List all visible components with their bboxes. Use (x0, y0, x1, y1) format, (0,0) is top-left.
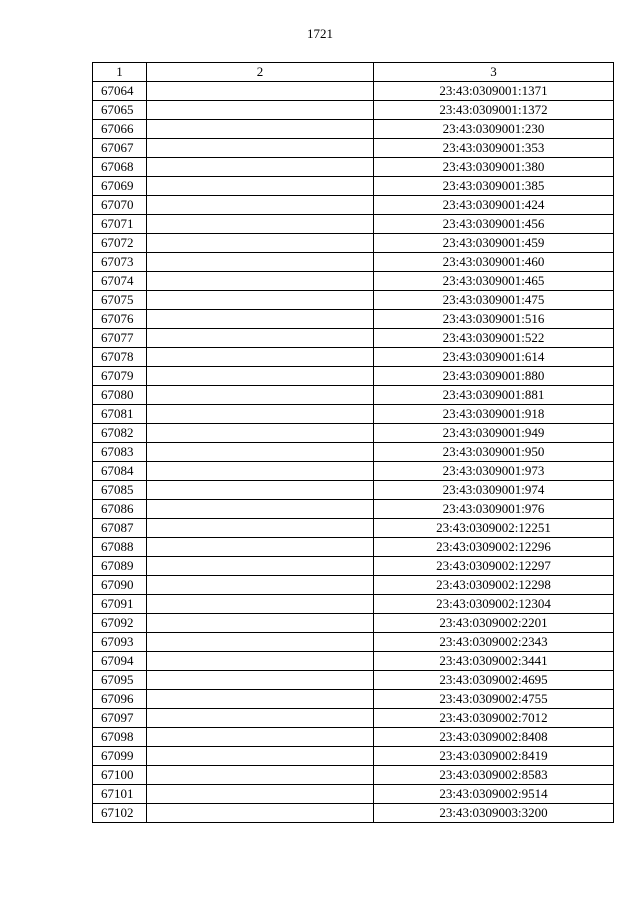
table-row (93, 329, 614, 348)
cadastral-number-cell: 23:43:0309001:424 (374, 196, 614, 215)
table-row (93, 348, 614, 367)
row-empty-cell (147, 576, 374, 595)
row-empty-cell (147, 519, 374, 538)
row-number-cell: 67065 (93, 101, 147, 120)
table-row (93, 177, 614, 196)
cadastral-number-cell: 23:43:0309003:3200 (374, 804, 614, 823)
table-row (93, 215, 614, 234)
row-number-cell: 67090 (93, 576, 147, 595)
cadastral-number-cell: 23:43:0309001:353 (374, 139, 614, 158)
row-number-cell: 67064 (93, 82, 147, 101)
table-row (93, 690, 614, 709)
cadastral-number-cell: 23:43:0309002:12298 (374, 576, 614, 595)
row-empty-cell (147, 272, 374, 291)
row-empty-cell (147, 291, 374, 310)
cadastral-number-cell: 23:43:0309002:12304 (374, 595, 614, 614)
cadastral-number-cell: 23:43:0309002:3441 (374, 652, 614, 671)
row-number-cell: 67080 (93, 386, 147, 405)
cadastral-number-cell: 23:43:0309001:380 (374, 158, 614, 177)
row-number-cell: 67070 (93, 196, 147, 215)
table-row (93, 101, 614, 120)
table-row (93, 538, 614, 557)
row-empty-cell (147, 405, 374, 424)
cadastral-number-cell: 23:43:0309001:973 (374, 462, 614, 481)
row-number-cell: 67097 (93, 709, 147, 728)
table-row (93, 196, 614, 215)
row-number-cell: 67086 (93, 500, 147, 519)
cadastral-number-cell: 23:43:0309001:918 (374, 405, 614, 424)
cadastral-number-cell: 23:43:0309001:230 (374, 120, 614, 139)
table-body (93, 82, 614, 823)
cadastral-number-cell: 23:43:0309002:8583 (374, 766, 614, 785)
cadastral-number-cell: 23:43:0309001:880 (374, 367, 614, 386)
row-empty-cell (147, 196, 374, 215)
row-number-cell: 67068 (93, 158, 147, 177)
row-empty-cell (147, 234, 374, 253)
row-number-cell: 67081 (93, 405, 147, 424)
row-number-cell: 67074 (93, 272, 147, 291)
row-empty-cell (147, 386, 374, 405)
cadastral-number-cell: 23:43:0309001:976 (374, 500, 614, 519)
table-row (93, 747, 614, 766)
row-number-cell: 67079 (93, 367, 147, 386)
registry-table (92, 62, 614, 823)
row-empty-cell (147, 481, 374, 500)
row-number-cell: 67066 (93, 120, 147, 139)
row-number-cell: 67077 (93, 329, 147, 348)
cadastral-number-cell: 23:43:0309002:4755 (374, 690, 614, 709)
table-row (93, 709, 614, 728)
cadastral-number-cell: 23:43:0309002:8408 (374, 728, 614, 747)
row-empty-cell (147, 177, 374, 196)
table-row (93, 424, 614, 443)
row-empty-cell (147, 709, 374, 728)
row-number-cell: 67075 (93, 291, 147, 310)
row-empty-cell (147, 101, 374, 120)
row-empty-cell (147, 329, 374, 348)
table-row (93, 519, 614, 538)
cadastral-number-cell: 23:43:0309002:12296 (374, 538, 614, 557)
table-row (93, 728, 614, 747)
cadastral-number-cell: 23:43:0309001:949 (374, 424, 614, 443)
table-row (93, 120, 614, 139)
table-row (93, 291, 614, 310)
row-empty-cell (147, 671, 374, 690)
row-empty-cell (147, 443, 374, 462)
table-row (93, 462, 614, 481)
row-empty-cell (147, 595, 374, 614)
row-number-cell: 67088 (93, 538, 147, 557)
table-row (93, 310, 614, 329)
column-header-2: 2 (147, 63, 374, 82)
row-number-cell: 67092 (93, 614, 147, 633)
table-row (93, 158, 614, 177)
row-number-cell: 67071 (93, 215, 147, 234)
header-row (93, 63, 614, 82)
table-row (93, 253, 614, 272)
cadastral-number-cell: 23:43:0309001:456 (374, 215, 614, 234)
row-number-cell: 67078 (93, 348, 147, 367)
row-number-cell: 67073 (93, 253, 147, 272)
cadastral-number-cell: 23:43:0309002:9514 (374, 785, 614, 804)
table-row (93, 82, 614, 101)
row-number-cell: 67096 (93, 690, 147, 709)
cadastral-number-cell: 23:43:0309001:516 (374, 310, 614, 329)
column-header-3: 3 (374, 63, 614, 82)
row-empty-cell (147, 614, 374, 633)
row-empty-cell (147, 215, 374, 234)
page-number: 1721 (307, 26, 333, 41)
table-row (93, 139, 614, 158)
table-row (93, 633, 614, 652)
row-number-cell: 67091 (93, 595, 147, 614)
cadastral-number-cell: 23:43:0309002:2343 (374, 633, 614, 652)
row-number-cell: 67082 (93, 424, 147, 443)
table-row (93, 443, 614, 462)
table-row (93, 652, 614, 671)
row-number-cell: 67067 (93, 139, 147, 158)
cadastral-number-cell: 23:43:0309001:385 (374, 177, 614, 196)
row-empty-cell (147, 747, 374, 766)
row-empty-cell (147, 139, 374, 158)
row-empty-cell (147, 462, 374, 481)
row-number-cell: 67093 (93, 633, 147, 652)
cadastral-number-cell: 23:43:0309001:465 (374, 272, 614, 291)
column-header-1: 1 (93, 63, 147, 82)
table-row (93, 405, 614, 424)
table-row (93, 234, 614, 253)
table-row (93, 785, 614, 804)
row-empty-cell (147, 652, 374, 671)
row-empty-cell (147, 804, 374, 823)
table-row (93, 766, 614, 785)
row-number-cell: 67101 (93, 785, 147, 804)
row-number-cell: 67100 (93, 766, 147, 785)
cadastral-number-cell: 23:43:0309001:475 (374, 291, 614, 310)
cadastral-number-cell: 23:43:0309002:12297 (374, 557, 614, 576)
row-number-cell: 67069 (93, 177, 147, 196)
row-number-cell: 67076 (93, 310, 147, 329)
cadastral-number-cell: 23:43:0309001:460 (374, 253, 614, 272)
row-number-cell: 67089 (93, 557, 147, 576)
table-row (93, 614, 614, 633)
row-empty-cell (147, 633, 374, 652)
table-header (93, 63, 614, 82)
row-empty-cell (147, 785, 374, 804)
table-row (93, 557, 614, 576)
row-empty-cell (147, 424, 374, 443)
cadastral-number-cell: 23:43:0309001:522 (374, 329, 614, 348)
cadastral-number-cell: 23:43:0309001:974 (374, 481, 614, 500)
row-empty-cell (147, 766, 374, 785)
cadastral-number-cell: 23:43:0309001:950 (374, 443, 614, 462)
table-row (93, 481, 614, 500)
cadastral-number-cell: 23:43:0309002:4695 (374, 671, 614, 690)
cadastral-number-cell: 23:43:0309002:12251 (374, 519, 614, 538)
row-number-cell: 67099 (93, 747, 147, 766)
row-empty-cell (147, 348, 374, 367)
row-number-cell: 67083 (93, 443, 147, 462)
table-row (93, 500, 614, 519)
row-empty-cell (147, 367, 374, 386)
cadastral-number-cell: 23:43:0309001:614 (374, 348, 614, 367)
cadastral-number-cell: 23:43:0309002:7012 (374, 709, 614, 728)
table-row (93, 576, 614, 595)
row-empty-cell (147, 557, 374, 576)
row-number-cell: 67085 (93, 481, 147, 500)
row-number-cell: 67072 (93, 234, 147, 253)
row-empty-cell (147, 728, 374, 747)
row-number-cell: 67094 (93, 652, 147, 671)
table-row (93, 272, 614, 291)
table-row (93, 671, 614, 690)
row-empty-cell (147, 120, 374, 139)
table-row (93, 386, 614, 405)
cadastral-number-cell: 23:43:0309002:2201 (374, 614, 614, 633)
cadastral-number-cell: 23:43:0309001:1371 (374, 82, 614, 101)
row-number-cell: 67084 (93, 462, 147, 481)
table-row (93, 595, 614, 614)
cadastral-number-cell: 23:43:0309001:881 (374, 386, 614, 405)
row-empty-cell (147, 158, 374, 177)
row-number-cell: 67102 (93, 804, 147, 823)
row-empty-cell (147, 538, 374, 557)
row-empty-cell (147, 690, 374, 709)
cadastral-number-cell: 23:43:0309001:1372 (374, 101, 614, 120)
row-empty-cell (147, 253, 374, 272)
cadastral-number-cell: 23:43:0309002:8419 (374, 747, 614, 766)
row-number-cell: 67098 (93, 728, 147, 747)
table-row (93, 804, 614, 823)
row-number-cell: 67095 (93, 671, 147, 690)
row-number-cell: 67087 (93, 519, 147, 538)
row-empty-cell (147, 310, 374, 329)
cadastral-number-cell: 23:43:0309001:459 (374, 234, 614, 253)
table-row (93, 367, 614, 386)
row-empty-cell (147, 82, 374, 101)
row-empty-cell (147, 500, 374, 519)
